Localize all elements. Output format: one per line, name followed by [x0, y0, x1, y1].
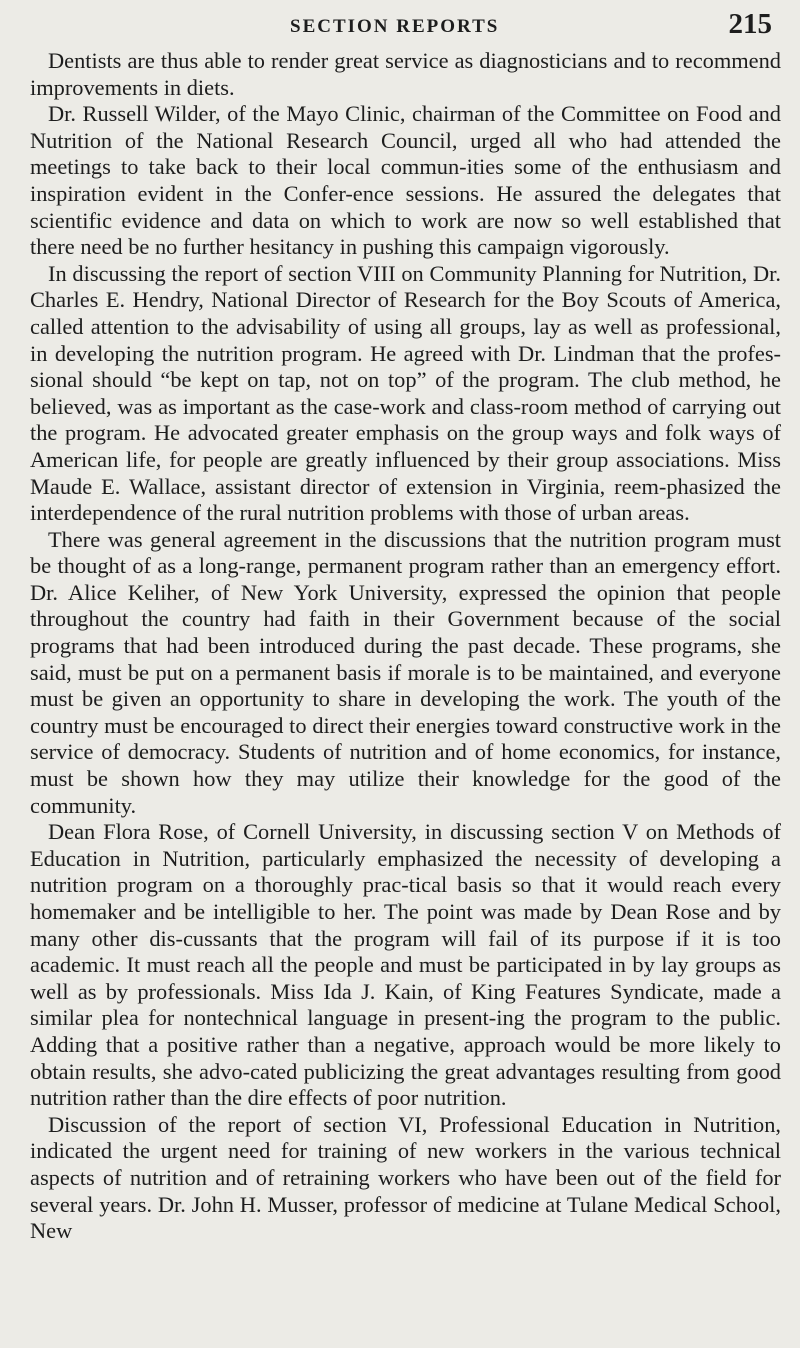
page-number: 215 [728, 8, 772, 40]
running-title: SECTION REPORTS [290, 16, 500, 37]
paragraph-keliher: There was general agreement in the discussions that the nutrition program must be thought of as a long-range, permanent program rather than an emergency effort. Dr. Alice Keliher, of New York University, expressed the opinion that people throughout the country had faith in their Government because of the social programs that had been introduced during the past decade. These programs, she said, must be put on a permanent basis if morale is to be maintained, and everyone must be given an opportunity to share in developing the work. The youth of the country must be encouraged to direct their energies toward constructive work in the service of democracy. Students of nutrition and of home economics, for instance, must be shown how they may utilize their knowledge for the good of the community. [30, 526, 781, 818]
paragraph-wilder: Dr. Russell Wilder, of the Mayo Clinic, chairman of the Committee on Food and Nutrition of the National Research Council, urged all who had attended the meetings to take back to their local commun-ities some of the enthusiasm and inspiration evident in the Confer-ence sessions. He assured the delegates that scientific evidence and data on which to work are now so well established that there need be no further hesitancy in pushing this campaign vigorously. [30, 101, 781, 260]
body-text [30, 48, 781, 1245]
running-head [0, 6, 800, 40]
paragraph-rose: Dean Flora Rose, of Cornell University, in discussing section V on Methods of Education in Nutrition, particularly emphasized the necessity of developing a nutrition program on a thoroughly prac-tical basis so that it would reach every homemaker and be intelligible to her. The point was made by Dean Rose and by many other dis-cussants that the program will fail of its purpose if it is too academic. It must reach all the people and must be participated in by lay groups as well as by professionals. Miss Ida J. Kain, of King Features Syndicate, made a similar plea for nontechnical language in present-ing the program to the public. Adding that a positive rather than a negative, approach would be more likely to obtain results, she advo-cated publicizing the great advantages resulting from good nutrition rather than the dire effects of poor nutrition. [30, 819, 781, 1111]
paragraph-dentists: Dentists are thus able to render great service as diagnosticians and to recommend improvements in diets. [30, 48, 781, 100]
paragraph-musser: Discussion of the report of section VI, Professional Education in Nutrition, indicated the urgent need for training of new workers in the various technical aspects of nutrition and of retraining workers who have been out of the field for several years. Dr. John H. Musser, professor of medicine at Tulane Medical School, New [30, 1111, 781, 1244]
paragraph-hendry: In discussing the report of section VIII on Community Planning for Nutrition, Dr. Charles E. Hendry, National Director of Research for the Boy Scouts of America, called attention to the advisability of using all groups, lay as well as professional, in developing the nutrition program. He agreed with Dr. Lindman that the profes-sional should “be kept on tap, not on top” of the program. The club method, he believed, was as important as the case-work and class-room method of carrying out the program. He advocated greater emphasis on the group ways and folk ways of American life, for people are greatly influenced by their group associations. Miss Maude E. Wallace, assistant director of extension in Virginia, reem-phasized the interdependence of the rural nutrition problems with those of urban areas. [30, 260, 781, 526]
